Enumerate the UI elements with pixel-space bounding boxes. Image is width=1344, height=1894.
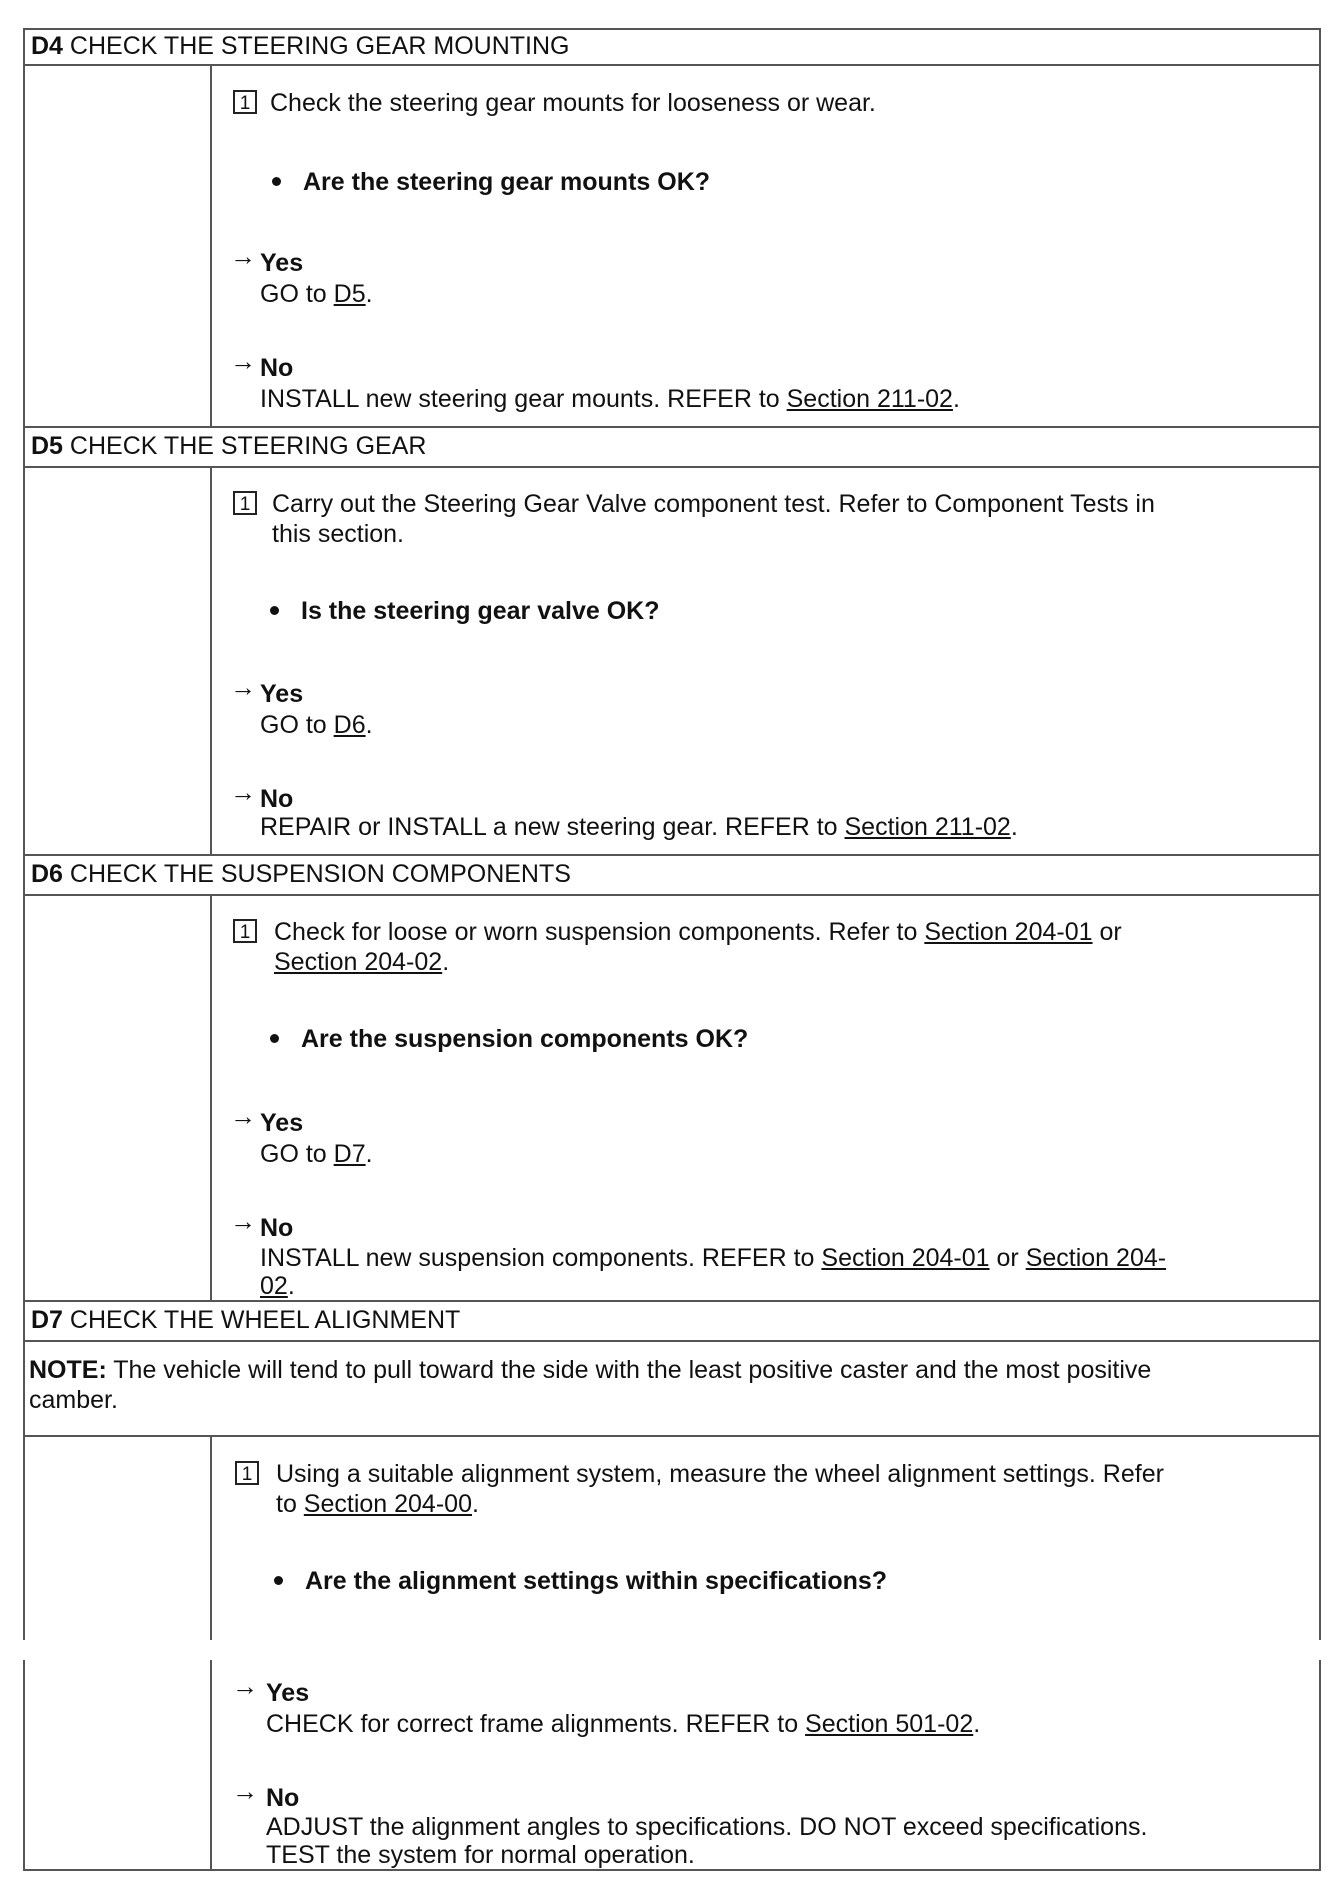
no-label: No xyxy=(260,354,294,382)
row-divider xyxy=(23,64,1321,66)
question: Is the steering gear valve OK? xyxy=(268,596,659,626)
row-divider xyxy=(23,466,1321,468)
link-section-501-02[interactable]: Section 501-02 xyxy=(805,1710,974,1738)
substep-number-box: 1 xyxy=(233,90,257,114)
arrow-right-icon: → xyxy=(230,1206,256,1236)
no-action: ADJUST the alignment angles to specifications. DO NOT exceed specifications. xyxy=(266,1813,1148,1841)
arrow-right-icon: → xyxy=(230,1101,256,1131)
link-section-204-01[interactable]: Section 204-01 xyxy=(821,1244,990,1272)
step-header-d6 xyxy=(31,859,571,889)
yes-label: Yes xyxy=(266,1679,310,1707)
step-title: CHECK THE SUSPENSION COMPONENTS xyxy=(69,860,571,888)
question: Are the alignment settings within specifications? xyxy=(272,1566,887,1596)
link-d5[interactable]: D5 xyxy=(333,280,366,308)
step-id: D4 xyxy=(31,32,63,60)
no-action-cont: TEST the system for normal operation. xyxy=(266,1841,695,1869)
row-divider xyxy=(23,1340,1321,1342)
bullet-icon xyxy=(270,606,279,615)
bullet-icon xyxy=(270,1034,279,1043)
link-d6[interactable]: D6 xyxy=(333,711,366,739)
step-title: CHECK THE STEERING GEAR xyxy=(69,432,427,460)
bullet-icon xyxy=(272,177,281,186)
row-divider xyxy=(23,894,1321,896)
instruction-text: Carry out the Steering Gear Valve component test. Refer to Component Tests in xyxy=(272,490,1155,518)
instruction-text: Check the steering gear mounts for looseness or wear. xyxy=(270,89,876,117)
substep-number-box: 1 xyxy=(233,491,257,515)
table-border-right xyxy=(1319,1660,1321,1871)
row-divider xyxy=(23,1435,1321,1437)
table-border-left xyxy=(23,28,25,1640)
substep-number-box: 1 xyxy=(235,1461,259,1485)
arrow-right-icon: → xyxy=(232,1671,258,1701)
no-action: REPAIR or INSTALL a new steering gear. REFER to Section 211-02. xyxy=(260,813,1018,841)
link-section-204-02[interactable]: Section 204- xyxy=(1025,1244,1167,1272)
arrow-right-icon: → xyxy=(232,1776,258,1806)
substep-number-box: 1 xyxy=(233,919,257,943)
link-section-211-02[interactable]: Section 211-02 xyxy=(786,385,953,413)
bullet-icon xyxy=(274,1576,283,1585)
yes-label: Yes xyxy=(260,249,304,277)
step-header-d5 xyxy=(31,431,426,461)
step-header-d7 xyxy=(31,1305,460,1335)
link-section-204-02-cont[interactable]: 02 xyxy=(260,1272,288,1300)
instruction-text: Using a suitable alignment system, measure the wheel alignment settings. Refer xyxy=(276,1460,1164,1488)
arrow-right-icon: → xyxy=(230,672,256,702)
instruction-text-cont: to Section 204-00. xyxy=(276,1490,479,1518)
link-section-204-02[interactable]: Section 204-02 xyxy=(274,948,443,976)
step-header-d4 xyxy=(31,31,570,61)
row-divider xyxy=(23,1300,1321,1302)
column-divider xyxy=(210,894,212,1300)
question: Are the steering gear mounts OK? xyxy=(270,167,710,197)
note: NOTE: The vehicle will tend to pull toward the side with the least positive caster and the most positive xyxy=(29,1356,1152,1384)
link-d7[interactable]: D7 xyxy=(333,1140,366,1168)
yes-label: Yes xyxy=(260,1109,304,1137)
yes-action: GO to D6. xyxy=(260,711,373,739)
column-divider xyxy=(210,64,212,426)
column-divider xyxy=(210,1660,212,1871)
step-id: D5 xyxy=(31,432,63,460)
no-action: INSTALL new suspension components. REFER to Section 204-01 or Section 204- xyxy=(260,1244,1167,1272)
note-label: NOTE: xyxy=(29,1356,107,1384)
instruction-text: Check for loose or worn suspension components. Refer to Section 204-01 or xyxy=(274,918,1122,946)
step-title: CHECK THE STEERING GEAR MOUNTING xyxy=(69,32,570,60)
no-label: No xyxy=(266,1784,300,1812)
yes-action: CHECK for correct frame alignments. REFER to Section 501-02. xyxy=(266,1710,981,1738)
table-border-right xyxy=(1319,28,1321,1640)
no-action: INSTALL new steering gear mounts. REFER to Section 211-02. xyxy=(260,385,960,413)
instruction-text-cont: this section. xyxy=(272,520,405,548)
link-section-204-00[interactable]: Section 204-00 xyxy=(303,1490,472,1518)
table-border-top xyxy=(23,28,1321,30)
table-border-left xyxy=(23,1660,25,1871)
yes-action: GO to D7. xyxy=(260,1140,373,1168)
no-label: No xyxy=(260,1214,294,1242)
row-divider xyxy=(23,426,1321,428)
yes-action: GO to D5. xyxy=(260,280,373,308)
note-cont: camber. xyxy=(29,1386,118,1414)
link-section-211-02[interactable]: Section 211-02 xyxy=(844,813,1011,841)
arrow-right-icon: → xyxy=(230,241,256,271)
step-id: D7 xyxy=(31,1306,63,1334)
no-action-cont: 02. xyxy=(260,1272,295,1300)
column-divider xyxy=(210,466,212,854)
instruction-text-cont: Section 204-02. xyxy=(274,948,450,976)
column-divider xyxy=(210,1435,212,1640)
arrow-right-icon: → xyxy=(230,777,256,807)
link-section-204-01[interactable]: Section 204-01 xyxy=(924,918,1093,946)
row-divider xyxy=(23,854,1321,856)
question: Are the suspension components OK? xyxy=(268,1024,748,1054)
no-label: No xyxy=(260,785,294,813)
step-title: CHECK THE WHEEL ALIGNMENT xyxy=(69,1306,461,1334)
yes-label: Yes xyxy=(260,680,304,708)
step-id: D6 xyxy=(31,860,63,888)
arrow-right-icon: → xyxy=(230,346,256,376)
